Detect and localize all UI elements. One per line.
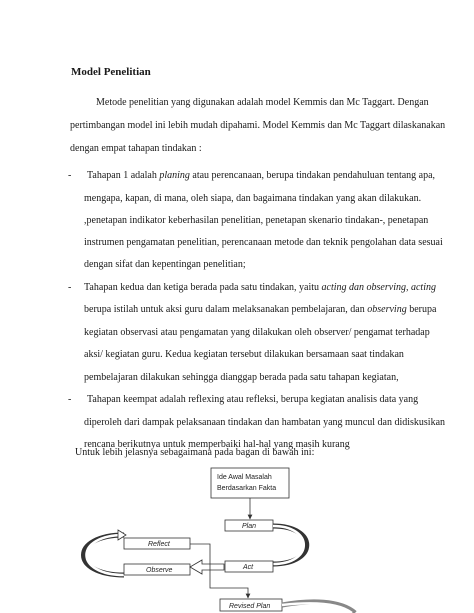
bullet2-line-1 <box>84 282 436 294</box>
bullet2-line-5: pembelajaran dilakukan sehingga dianggap berada pada satu tahapan kegiatan, <box>84 372 399 383</box>
plan-to-act-curve <box>273 526 307 564</box>
para1-line-3: dengan empat tahapan tindakan : <box>70 143 202 154</box>
plan-label: Plan <box>242 523 257 530</box>
act-label: Act <box>243 564 254 571</box>
bullet1-line-4: instrumen pengamatan penelitian, perencanaan metode dan teknik pengolahan data sesuai <box>84 237 443 248</box>
bullet2-line-2-em: observing <box>367 304 407 315</box>
bullet3-line-2: diperoleh dari dampak pelaksanaan tindakan dan hambatan yang muncul dan didiskusikan <box>84 417 446 428</box>
closing-line: Untuk lebih jelasnya sebagaimana pada bagan di bawah ini: <box>75 447 315 458</box>
bullet2-line-4: aksi/ kegiatan guru. Kedua kegiatan tersebut dilakukan bersamaan saat tindakan <box>84 349 404 360</box>
para1-line-2: pertimbangan model ini lebih mudah dipahami. Model Kemmis dan Mc Taggart dilaskanakan <box>70 120 446 131</box>
action-research-diagram <box>60 460 360 613</box>
bullet1-line-3: ,penetapan indikator keberhasilan penelitian, penetapan skenario tindakan-, penetapan <box>84 215 429 226</box>
section-title: Model Penelitian <box>71 66 151 78</box>
problem-box-line-2: Berdasarkan Fakta <box>217 485 277 492</box>
bullet2-line-1-a: Tahapan kedua dan ketiga berada pada satu tindakan, yaitu <box>84 282 322 293</box>
bullet2-line-1-em: acting dan observing, acting <box>321 282 436 293</box>
bullet1-line-1-b: atau perencanaan, berupa tindakan pendahuluan tentang apa, <box>189 170 436 181</box>
bullet-marker-1: - <box>68 170 72 181</box>
problem-box-line-1: Ide Awal Masalah <box>217 474 272 481</box>
cycle-arc-left <box>84 535 125 575</box>
bullet2-line-2-a: berupa istilah untuk aksi guru dalam melaksanakan pembelajaran, dan <box>84 304 368 315</box>
bullet1-line-1 <box>87 170 435 182</box>
act-to-observe-arrow <box>190 560 224 574</box>
bullet-marker-3: - <box>68 394 72 405</box>
revised-plan-label: Revised Plan <box>229 603 271 610</box>
observe-label: Observe <box>146 567 173 574</box>
para1-line-1: Metode penelitian yang digunakan adalah model Kemmis dan Mc Taggart. Dengan <box>96 97 429 108</box>
bullet1-line-1-a: Tahapan 1 adalah <box>87 170 160 181</box>
reflect-label: Reflect <box>148 541 170 548</box>
problem-box <box>211 468 289 498</box>
bullet1-line-5: dengan sifat dan kepentingan penelitian; <box>84 259 246 270</box>
bullet-marker-2: - <box>68 282 72 293</box>
bullet2-line-3: kegiatan observasi atau pengamatan yang dilakukan oleh observer/ pengamat terhadap <box>84 327 430 338</box>
bullet3-line-1: Tahapan keempat adalah reflexing atau refleksi, berupa kegiatan analisis data yang <box>87 394 419 405</box>
bullet2-line-2-b: berupa <box>406 304 437 315</box>
bullet3-line-3: rencana berikutnya untuk memperbaiki hal-hal yang masih kurang <box>84 439 350 450</box>
bullet2-line-2 <box>84 304 436 316</box>
bullet1-line-2: mengapa, kapan, di mana, oleh siapa, dan bagaimana tindakan yang akan dilakukan. <box>84 193 422 204</box>
bullet1-line-1-em: planing <box>159 170 190 181</box>
